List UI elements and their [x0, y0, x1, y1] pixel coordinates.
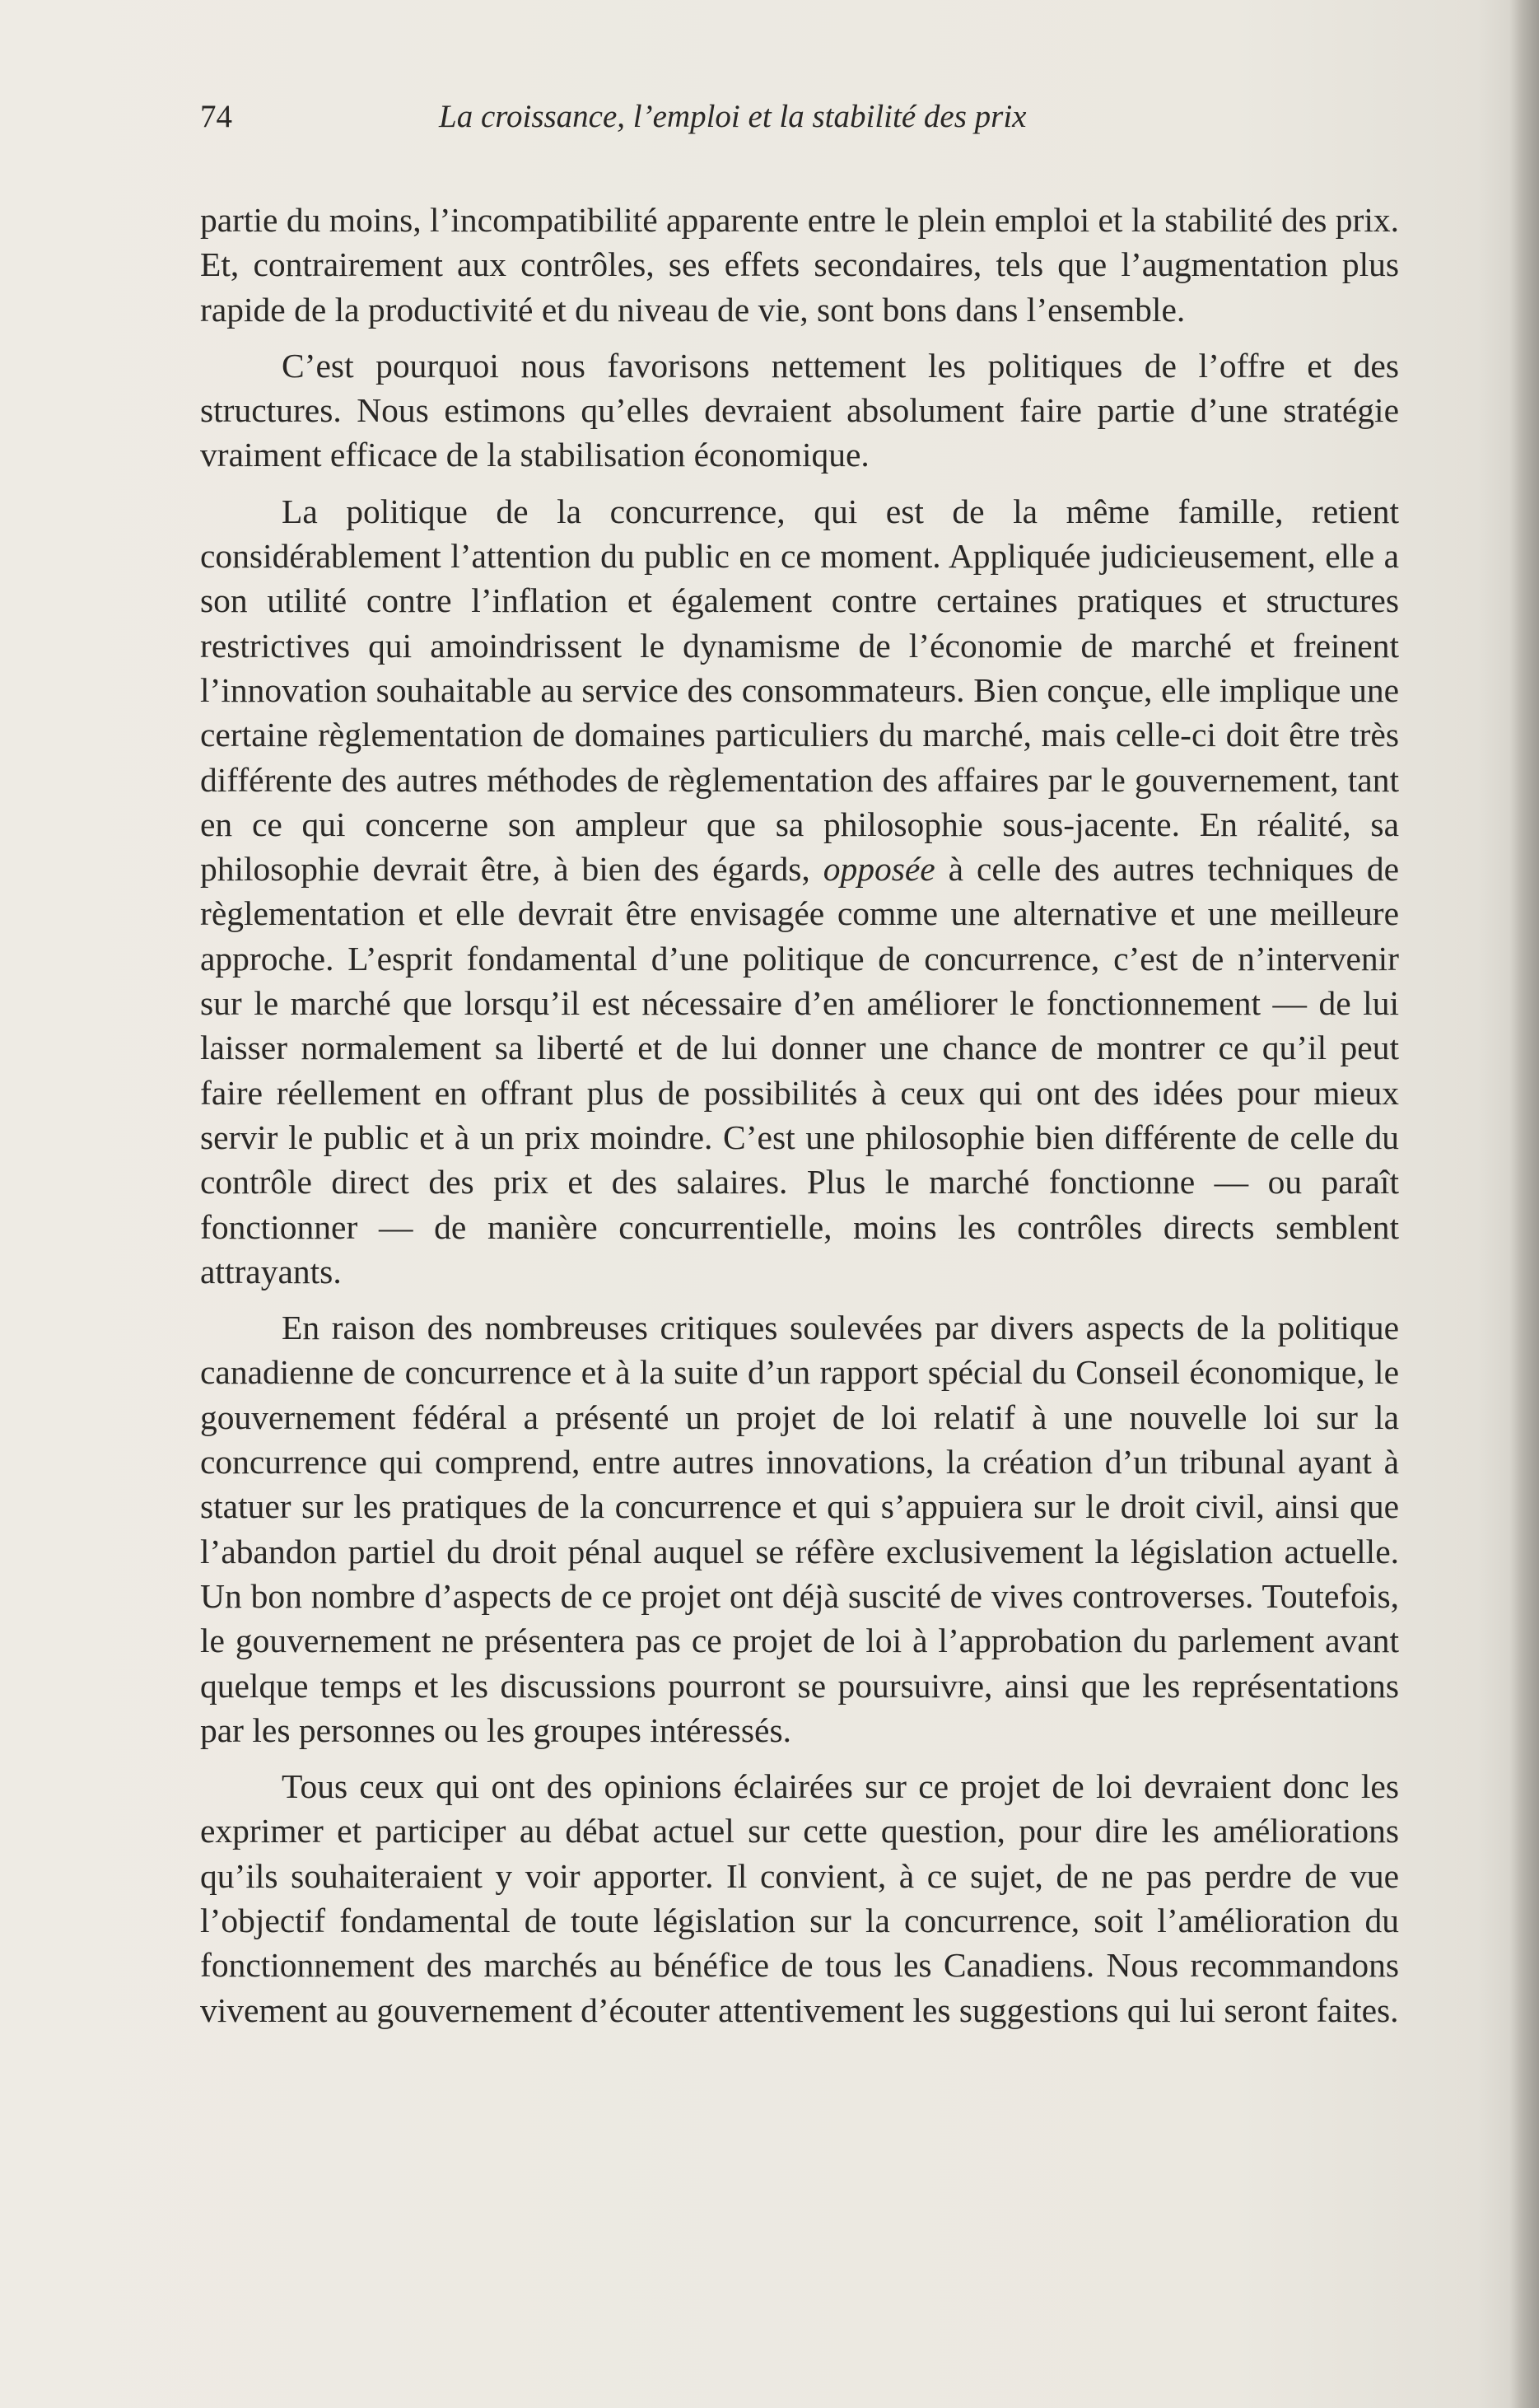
paragraph-3-part-2: à celle des autres techniques de règlementation et elle devrait être envisagée comme une alternative et une meilleure approche. L’esprit fondamental d’une politique de concurrence, c’est de n’intervenir sur le marché que lorsqu’il est nécessaire d’en améliorer le fonctionnement — de lui laisser normalement sa liberté et de lui donner une chance de montrer ce qu’il peut faire réellement en offrant plus de possibilités à ceux qui ont des idées pour mieux servir le public et à un prix moindre. C’est une philosophie bien différente de celle du contrôle direct des prix et des salaires. Plus le marché fonctionne — ou paraît fonctionner — de manière concurrentielle, moins les contrôles directs semblent attrayants. [200, 850, 1400, 1290]
page-header [200, 92, 1399, 142]
page-number: 74 [200, 99, 232, 134]
running-title: La croissance, l’emploi et la stabilité des prix [439, 99, 1027, 134]
paragraph-2: C’est pourquoi nous favorisons nettement les politiques de l’offre et des structures. Nous estimons qu’elles devraient absolument faire partie d’une stratégie vraiment efficace de la stabilisation économique. [200, 346, 1399, 474]
paragraph-5: Tous ceux qui ont des opinions éclairées sur ce projet de loi devraient donc les exprimer et participer au débat actuel sur cette question, pour dire les améliorations qu’ils souhaiteraient y voir apporter. Il convient, à ce sujet, de ne pas perdre de vue l’objectif fondamental de toute législation sur la concurrence, soit l’amélioration du fonctionnement des marchés au bénéfice de tous les Canadiens. Nous recommandons vivement au gouvernement d’écouter attentivement les suggestions qui lui seront faites. [200, 1767, 1399, 2029]
paragraph-3-part-1: La politique de la concurrence, qui est de la même famille, retient considérablement l’attention du public en ce moment. Appliquée judicieusement, elle a son utilité contre l’inflation et également contre certaines pratiques et structures restrictives qui amoindrissent le dynamisme de l’économie de marché et freinent l’innovation souhaitable au service des consommateurs. Bien conçue, elle implique une certaine règlementation de domaines particuliers du marché, mais celle-ci doit être très différente des autres méthodes de règlementation des affaires par le gouvernement, tant en ce qui concerne son ampleur que sa philosophie sous-jacente. En réalité, sa philosophie devrait être, à bien des égards, [200, 492, 1399, 889]
paragraph-1: partie du moins, l’incompatibilité apparente entre le plein emploi et la stabilité des prix. Et, contrairement aux contrôles, ses effets secondaires, tels que l’augmentation plus rapide de la productivité et du niveau de vie, sont bons dans l’ensemble. [200, 201, 1399, 329]
page-binding-edge [1509, 0, 1539, 2408]
paragraph-4: En raison des nombreuses critiques soulevées par divers aspects de la politique canadienne de concurrence et à la suite d’un rapport spécial du Conseil économique, le gouvernement fédéral a présenté un projet de loi relatif à une nouvelle loi sur la concurrence qui comprend, entre autres innovations, la création d’un tribunal ayant à statuer sur les pratiques de la concurrence et qui s’appuiera sur le droit civil, ainsi que l’abandon partiel du droit pénal auquel se réfère exclusivement la législation actuelle. Un bon nombre d’aspects de ce projet ont déjà suscité de vives controverses. Toutefois, le gouvernement ne présentera pas ce projet de loi à l’approbation du parlement avant quelque temps et les discussions pourront se poursuivre, ainsi que les représentations par les personnes ou les groupes intéressés. [200, 1309, 1399, 1749]
paragraph-3 [200, 489, 1399, 1294]
emphasized-word: opposée [823, 850, 935, 889]
body-text [200, 198, 1399, 2044]
